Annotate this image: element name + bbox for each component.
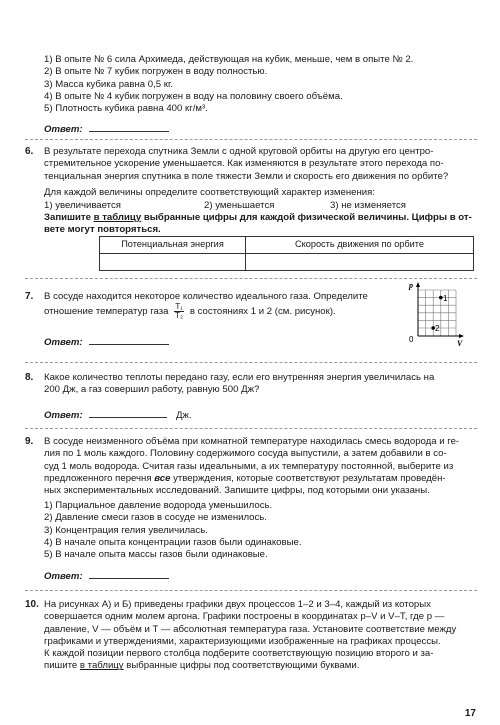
answer-label: Ответ: bbox=[44, 124, 83, 135]
p-axis-arrow bbox=[416, 282, 420, 287]
emphasis-all: все bbox=[154, 472, 171, 484]
q6-instruction: Для каждой величины определите соответствующий характер изменения: bbox=[44, 187, 375, 198]
q9-number: 9. bbox=[25, 436, 34, 447]
q7-line-1: В сосуде находится некоторое количество идеального газа. Определите bbox=[44, 291, 368, 302]
page-number: 17 bbox=[464, 708, 476, 719]
point-2-label: 2 bbox=[435, 324, 440, 333]
q5-answer-field[interactable] bbox=[89, 122, 169, 132]
q10-text: На рисунках А) и Б) приведены графики двух процессов 1–2 и 3–4, каждый из которых совершается одним молем аргона. Графики построены в координатах p–V и V–T, где p — давление, V — объём и T — абсолютная температура газа. Установите соответствие между графиками и утверждениями, характеризующими изображенные на графиках процессы. К каждой позиции первого столбца подберите соответствующую позицию второго и за- пишите в таблицу выбранные цифры под соответствующими буквами. bbox=[44, 599, 457, 672]
q9-option-1: 1) Парциальное давление водорода уменьшилось. bbox=[44, 500, 273, 511]
q9-answer bbox=[44, 569, 169, 583]
q6-choice-1: 1) увеличивается bbox=[44, 200, 121, 211]
q5-options bbox=[44, 54, 413, 115]
q6-number: 6. bbox=[25, 146, 34, 157]
v-axis-arrow bbox=[459, 334, 464, 338]
p-axis-label: p bbox=[409, 281, 413, 290]
origin-label: 0 bbox=[409, 335, 414, 344]
q9-text: В сосуде неизменного объёма при комнатной температуре находилась смесь водорода и ге- лия по 1 моль каждого. Половину содержимого сосуда выпустили, а затем добавили в со- суд 1 моль водорода. Считая газы идеальными, а их температуру постоянной, выберите из предложенного перечня все утверждения, которые соответствуют результатам проведён- ных экспериментальных исследований. Запишите цифры, под которыми они указаны. bbox=[44, 436, 460, 497]
q5-answer bbox=[44, 122, 169, 136]
divider bbox=[25, 590, 477, 591]
q5-option-1: 1) В опыте № 6 сила Архимеда, действующая на кубик, меньше, чем в опыте № 2. bbox=[44, 54, 414, 65]
q6-write-instruction: Запишите в таблицу выбранные цифры для каждой физической величины. Цифры в от- вете могут повторяться. bbox=[44, 212, 472, 236]
q8-number: 8. bbox=[25, 372, 34, 383]
q9-options bbox=[44, 500, 302, 561]
q10-number: 10. bbox=[25, 599, 39, 610]
table-cell-potential-energy[interactable] bbox=[100, 254, 246, 271]
q8-text: Какое количество теплоты передано газу, если его внутренняя энергия увеличилась на 200 Дж, а газ совершил работу, равную 500 Дж? bbox=[44, 372, 435, 396]
point-1-label: 1 bbox=[443, 294, 448, 303]
q5-option-2: 2) В опыте № 7 кубик погружен в воду полностью. bbox=[44, 66, 268, 78]
table-header-orbital-speed: Скорость движения по орбите bbox=[246, 237, 474, 254]
q5-option-4: 4) В опыте № 4 кубик погружен в воду на половину своего объёма. bbox=[44, 90, 343, 102]
q6-choice-2: 2) уменьшается bbox=[204, 200, 275, 211]
q7-answer bbox=[44, 335, 169, 349]
divider bbox=[25, 428, 477, 429]
q6-line-3: тенциальная энергия спутника в поле тяжести Земли и скорость его движения по орбите? bbox=[44, 170, 449, 182]
q6-answer-table bbox=[99, 236, 474, 271]
v-axis-label: V bbox=[457, 339, 463, 348]
in-table-underlined: в таблицу bbox=[79, 660, 124, 672]
divider bbox=[25, 139, 477, 140]
in-table-underlined: в таблицу bbox=[93, 212, 142, 223]
q6-line-1: В результате перехода спутника Земли с одной круговой орбиты на другую его центро- bbox=[44, 146, 434, 157]
q6-line-2: стремительное ускорение уменьшается. Как изменяются в результате этого перехода по- bbox=[44, 158, 444, 170]
q8-unit: Дж. bbox=[175, 410, 192, 421]
q9-option-2: 2) Давление смеси газов в сосуде не изменилось. bbox=[44, 512, 267, 524]
answer-label: Ответ: bbox=[44, 337, 83, 348]
table-header-potential-energy: Потенциальная энергия bbox=[100, 237, 246, 254]
q9-answer-field[interactable] bbox=[89, 569, 169, 579]
divider bbox=[25, 362, 477, 363]
q6-choice-3: 3) не изменяется bbox=[330, 200, 406, 211]
table-cell-orbital-speed[interactable] bbox=[246, 254, 474, 271]
q5-option-3: 3) Масса кубика равна 0,5 кг. bbox=[44, 78, 173, 90]
q9-option-5: 5) В начале опыта массы газов были одинаковые. bbox=[44, 549, 268, 561]
temperature-ratio: $\frac{\text{T₁}}{\text{T₂}}$ bbox=[175, 302, 184, 320]
q7-answer-field[interactable] bbox=[89, 335, 169, 345]
answer-label: Ответ: bbox=[44, 410, 83, 421]
q9-option-4: 4) В начале опыта концентрации газов были одинаковые. bbox=[44, 536, 302, 548]
answer-label: Ответ: bbox=[44, 571, 83, 582]
divider bbox=[25, 278, 477, 279]
q8-answer-field[interactable] bbox=[89, 408, 167, 418]
q8-answer bbox=[44, 408, 192, 422]
q9-option-3: 3) Концентрация гелия увеличилась. bbox=[44, 524, 208, 536]
q5-option-5: 5) Плотность кубика равна 400 кг/м³. bbox=[44, 103, 208, 115]
q6-text bbox=[44, 146, 448, 183]
q7-pv-graph bbox=[405, 280, 465, 348]
q7-line-2: отношение температур газа $\frac{\text{T₁}}{\text{T₂}}$ в состояниях 1 и 2 (см. рисунок). bbox=[44, 302, 336, 320]
q7-number: 7. bbox=[25, 291, 34, 302]
